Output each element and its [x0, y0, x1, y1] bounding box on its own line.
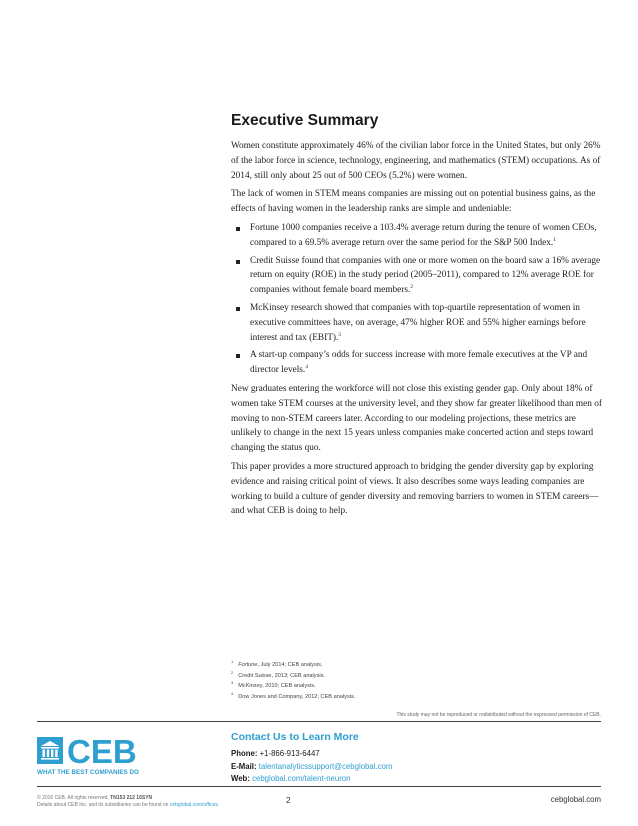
phone-row — [231, 748, 392, 761]
page-number: 2 — [286, 795, 291, 805]
bullet-icon — [236, 307, 240, 311]
offices-link[interactable]: cebglobal.com/offices. — [169, 802, 220, 808]
web-row — [231, 773, 392, 786]
ceb-logo — [37, 737, 150, 777]
list-item-text: A start-up company’s odds for success increase with more female executives at the VP and director levels. — [250, 350, 588, 376]
list-item-text: Fortune 1000 companies receive a 103.4% average return during the tenure of women CEOs, compared to a 69.5% average return over the same period for the S&P 500 Index. — [250, 222, 597, 248]
footnote — [231, 660, 611, 671]
footnote-italic: Fortune — [238, 662, 258, 668]
web-label: Web: — [231, 774, 250, 783]
summary-paragraph-4: This paper provides a more structured approach to bridging the gender diversity gap by exploring evidence and raising critical point of views. It also describes some ways leading companies are working to build a culture of gender diversity and removing barriers to women in STEM careers—and what CEB is doing to help. — [231, 461, 599, 517]
executive-summary — [231, 112, 603, 523]
summary-paragraph-1: Women constitute approximately 46% of the civilian labor force in the United States, but only 26% of the labor force in science, technology, engineering, and mathematics (STEM) occupations. As of 2014, still only about 25 out of 500 CEOs (5.2%) were women. — [231, 141, 601, 181]
list-item-text: Credit Suisse found that companies with one or more women on the board saw a 16% average return on equity (ROE) in the study period (2005–2011), compared to 12% average ROE for companies without female board members. — [250, 255, 601, 296]
email-label: E-Mail: — [231, 761, 257, 771]
list-item — [231, 301, 603, 345]
footnote-text: McKinsey, 2010; CEB analysis. — [238, 683, 316, 689]
footnote-text: , July 2014; CEB analysis. — [257, 662, 323, 668]
email-link[interactable]: talentanalyticssupport@cebglobal.com — [258, 761, 393, 771]
footnote-number: 4 — [231, 690, 234, 696]
footnote — [231, 671, 611, 682]
footnote-ref: 2 — [410, 284, 414, 291]
disclaimer: This study may not be reproduced or redistributed without the expressed permission of CEB. — [396, 712, 601, 718]
subsidiaries-text: Details about CEB Inc. and its subsidiaries can be found on — [37, 802, 169, 808]
footnote-text: Credit Suisse, 2013; CEB analysis. — [238, 672, 325, 679]
site-link[interactable]: cebglobal.com — [550, 795, 601, 804]
footnote — [231, 692, 611, 703]
footnote-ref: 4 — [305, 364, 308, 371]
list-item-text: McKinsey research showed that companies with top-quartile representation of women in executive committees have, on average, 47% higher ROE and 55% higher earnings before interest and tax (EBIT). — [250, 302, 586, 343]
copyright — [37, 795, 219, 809]
divider — [37, 786, 601, 787]
document-code: TN153 212 16SYN — [110, 795, 153, 801]
logo-wordmark: CEB — [67, 737, 137, 770]
list-item — [231, 348, 603, 378]
footnote-number: 3 — [231, 680, 234, 686]
bullet-icon — [236, 354, 240, 358]
email-row — [231, 761, 392, 774]
contact-heading: Contact Us to Learn More — [231, 731, 359, 743]
footnote-ref: 1 — [553, 236, 557, 243]
web-link[interactable]: cebglobal.com/talent-neuron — [252, 774, 351, 783]
copyright-text: © 2016 CEB. All rights reserved. — [37, 795, 109, 801]
footnote — [231, 681, 611, 692]
footnote-number: 1 — [231, 659, 234, 665]
divider — [37, 721, 601, 722]
bullet-icon — [236, 260, 240, 264]
list-item — [231, 254, 603, 298]
phone-number: +1-866-913-6447 — [259, 749, 320, 758]
bullet-icon — [236, 227, 240, 231]
benefits-list — [231, 221, 603, 378]
footnotes — [231, 660, 611, 702]
list-item — [231, 221, 603, 251]
page-title: Executive Summary — [231, 112, 379, 129]
logo-tagline: WHAT THE BEST COMPANIES DO — [37, 769, 139, 776]
summary-paragraph-3: New graduates entering the workforce will not close this existing gender gap. Only about 18% of women take STEM courses at the university level, and they show far greater likelihood than men of moving to non-STEM careers later. According to our modeling projections, these metrics are unlikely to change in the next 15 years unless companies make concerted action and steps toward changing the status quo. — [231, 383, 602, 454]
footnote-text: Dow Jones and Company, 2012; CEB analysis. — [238, 693, 356, 700]
footnote-number: 2 — [231, 669, 234, 675]
summary-paragraph-2: The lack of women in STEM means companies are missing out on potential business gains, as the effects of having women in the leadership ranks are simple and undeniable: — [231, 189, 596, 215]
footnote-ref: 3 — [338, 331, 342, 338]
contact-block — [231, 731, 392, 786]
phone-label: Phone: — [231, 749, 258, 758]
